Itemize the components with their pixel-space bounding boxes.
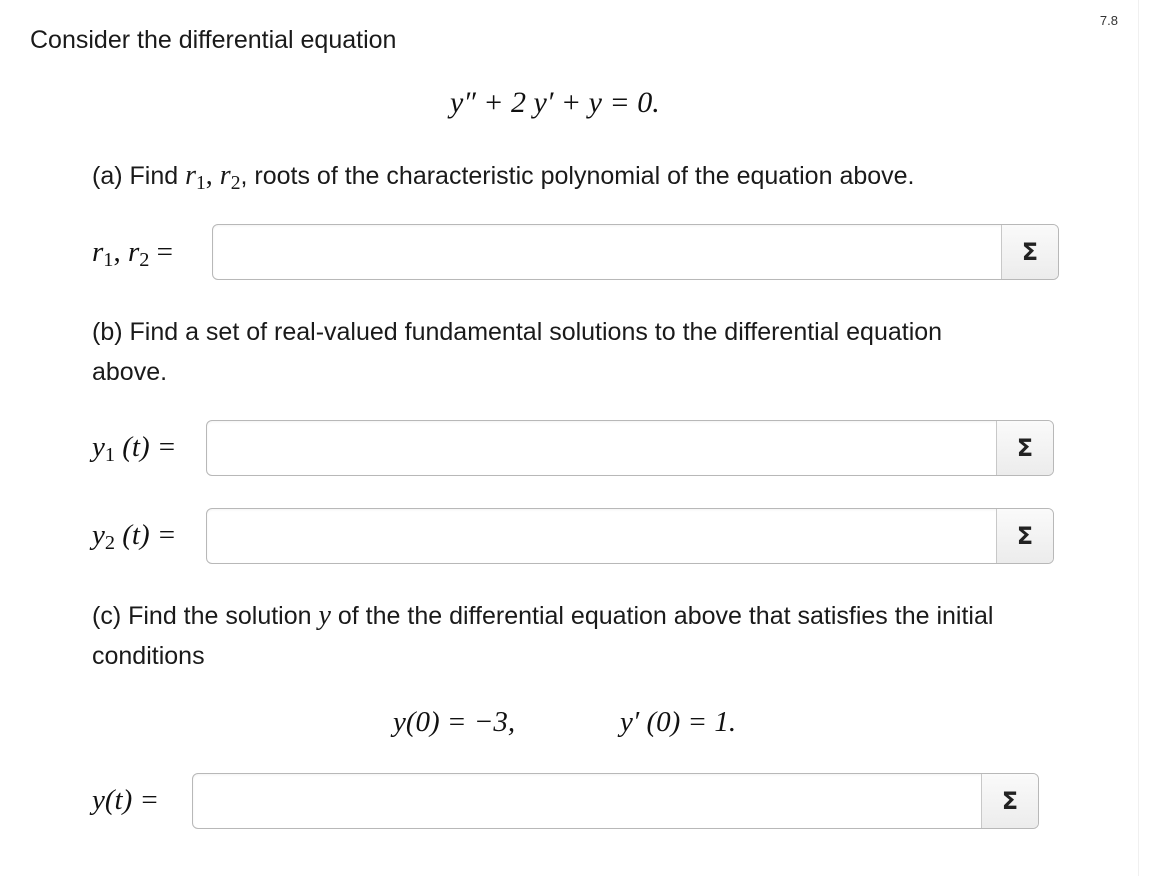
solution-answer-box bbox=[192, 773, 1039, 829]
solution-label: y(t) = bbox=[92, 784, 160, 816]
solution-equation-editor-button[interactable] bbox=[981, 774, 1038, 828]
main-equation: y″ + 2 y′ + y = 0. bbox=[450, 86, 660, 119]
y1-answer-box bbox=[206, 420, 1054, 476]
version-number: 7.8 bbox=[1099, 13, 1118, 28]
y2-input[interactable] bbox=[207, 509, 996, 563]
r1-symbol: $r_1$ bbox=[185, 160, 206, 194]
part-c-prompt-line1: (c) Find the solution y of the the differential equation above that satisfies the initial bbox=[92, 600, 994, 631]
part-b-prompt-line1: (b) Find a set of real-valued fundamental solutions to the differential equation bbox=[92, 318, 943, 346]
initial-condition-2: y′ (0) = 1. bbox=[620, 706, 737, 738]
part-a-prefix: (a) Find bbox=[92, 162, 186, 190]
sigma-icon: Σ bbox=[1016, 522, 1034, 550]
intro-text: Consider the differential equation bbox=[30, 26, 397, 54]
sigma-icon: Σ bbox=[1016, 434, 1034, 462]
sigma-icon: Σ bbox=[1001, 787, 1019, 815]
part-b-prompt-line2: above. bbox=[92, 358, 168, 386]
y2-label: $y_2$ (t) = bbox=[92, 519, 177, 555]
y1-input[interactable] bbox=[207, 421, 996, 475]
initial-condition-1: y(0) = −3, bbox=[393, 706, 516, 738]
page-right-border bbox=[1138, 0, 1139, 876]
roots-equation-editor-button[interactable] bbox=[1001, 225, 1058, 279]
roots-answer-box bbox=[212, 224, 1059, 280]
y2-answer-box bbox=[206, 508, 1054, 564]
y1-label: $y_1$ (t) = bbox=[92, 431, 177, 467]
r-separator: , bbox=[205, 160, 220, 191]
roots-input[interactable] bbox=[213, 225, 1001, 279]
solution-input[interactable] bbox=[193, 774, 981, 828]
roots-label: $r_1$, $r_2$ = bbox=[92, 236, 173, 272]
part-a-suffix: , roots of the characteristic polynomial of the equation above. bbox=[240, 162, 915, 190]
y2-equation-editor-button[interactable] bbox=[996, 509, 1053, 563]
r2-symbol: $r_2$ bbox=[219, 160, 241, 194]
y1-equation-editor-button[interactable] bbox=[996, 421, 1053, 475]
sigma-icon: Σ bbox=[1021, 238, 1039, 266]
y-symbol: y bbox=[318, 600, 331, 631]
part-a-prompt bbox=[92, 156, 915, 196]
part-c-prompt-line2: conditions bbox=[92, 642, 205, 670]
